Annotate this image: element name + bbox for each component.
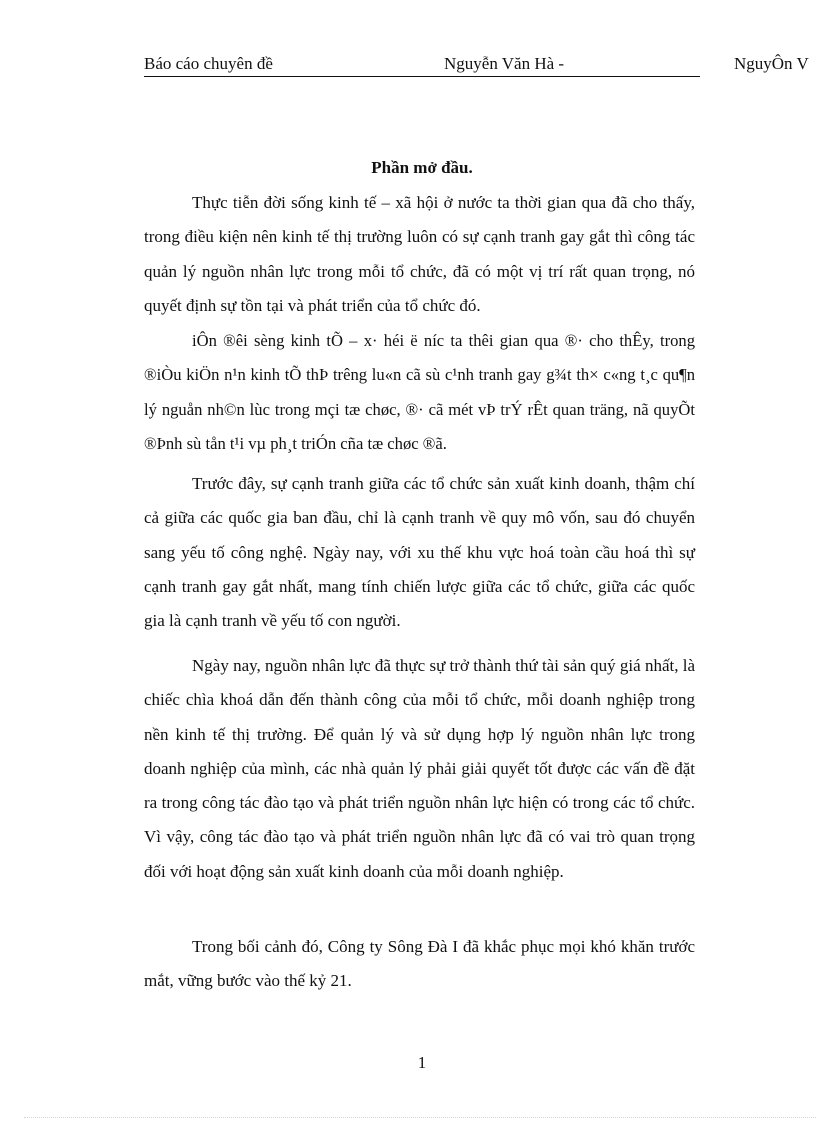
section-title: Phần mở đầu. xyxy=(371,158,473,177)
paragraph-1: Thực tiễn đời sống kinh tế – xã hội ở nước ta thời gian qua đã cho thấy, trong điều kiện nên kinh tế thị trường luôn có sự cạnh tranh gay gắt thì công tác quản lý nguồn nhân lực trong mỗi tổ chức, đã có một vị trí rất quan trọng, nó quyết định sự tồn tại và phát triển của tổ chức đó. xyxy=(144,193,695,315)
header-author: Nguyễn Văn Hà - xyxy=(444,54,565,73)
header-author-garbled: NguyÔn V xyxy=(734,54,809,73)
paragraph-3: Trước đây, sự cạnh tranh giữa các tổ chức sản xuất kinh doanh, thậm chí cả giữa các quốc gia ban đầu, chỉ là cạnh tranh về quy mô vốn, sau đó chuyển sang yếu tố công nghệ. Ngày nay, với xu thế khu vực hoá toàn cầu hoá thì sự cạnh tranh gay gắt nhất, mang tính chiến lược giữa các tổ chức, giữa các quốc gia là cạnh tranh về yếu tố con người. xyxy=(144,474,695,631)
page-bottom-rule xyxy=(24,1117,816,1118)
page-header xyxy=(144,54,816,78)
header-report-type: Báo cáo chuyên đề xyxy=(144,54,273,73)
paragraph-4: Ngày nay, nguồn nhân lực đã thực sự trở thành thứ tài sản quý giá nhất, là chiếc chìa khoá dẫn đến thành công của mỗi tổ chức, mỗi doanh nghiệp trong nền kinh tế thị trường. Để quản lý và sử dụng hợp lý nguồn nhân lực trong doanh nghiệp của mình, các nhà quản lý phải giải quyết tốt được các vấn đề đặt ra trong công tác đào tạo và phát triển nguồn nhân lực hiện có trong các tổ chức. Vì vậy, công tác đào tạo và phát triển nguồn nhân lực đã có vai trò quan trọng đối với hoạt động sản xuất kinh doanh của mỗi doanh nghiệp. xyxy=(144,656,695,881)
paragraph-2-garbled: iÔn ®êi sèng kinh tÕ – x· héi ë níc ta thêi gian qua ®· cho thÊy, trong ®iÒu kiÖn n¹n kinh tÕ thÞ trêng lu«n cã sù c¹nh tranh gay g¾t th× c«ng t¸c qu¶n lý nguån nh©n lùc trong mçi tæ chøc, ®· cã mét vÞ trÝ rÊt quan träng, nã quyÕt ®Þnh sù tån t¹i vµ ph¸t triÓn cña tæ chøc ®ã. xyxy=(144,331,695,453)
header-rule xyxy=(144,76,700,77)
paragraph-5: Trong bối cảnh đó, Công ty Sông Đà I đã khắc phục mọi khó khăn trước mắt, vững bước vào thế kỷ 21. xyxy=(144,937,695,991)
page-number: 1 xyxy=(417,1053,427,1072)
